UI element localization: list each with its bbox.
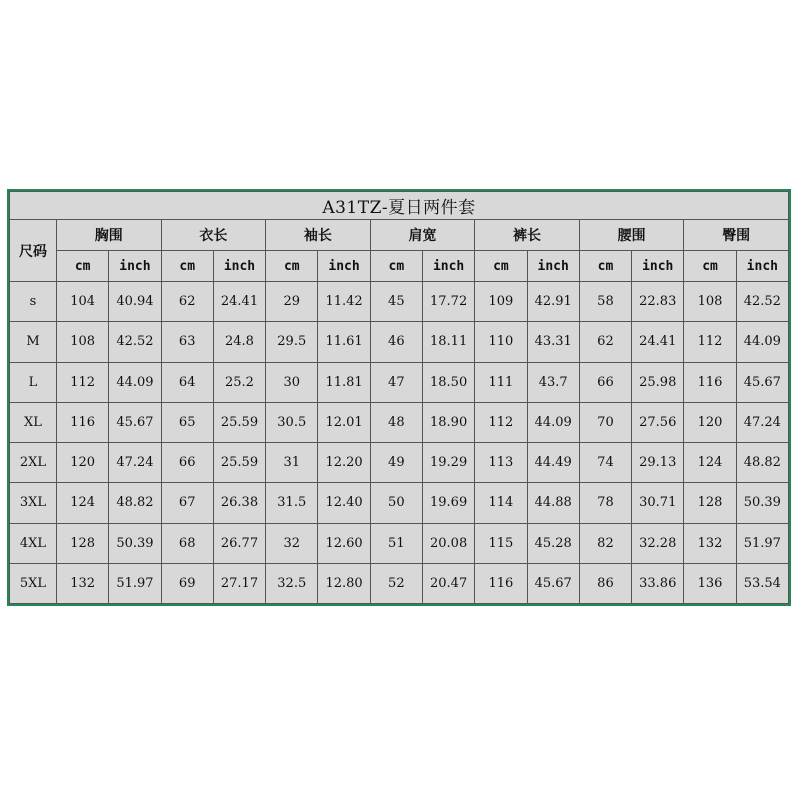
inch-value-cell: 47.24	[736, 402, 788, 442]
inch-value-cell: 30.71	[632, 483, 684, 523]
inch-value-cell: 47.24	[109, 443, 161, 483]
cm-value-cell: 46	[370, 322, 422, 362]
cm-value-cell: 52	[370, 563, 422, 603]
unit-header-cm: cm	[370, 251, 422, 282]
inch-value-cell: 27.17	[213, 563, 265, 603]
cm-value-cell: 31.5	[266, 483, 318, 523]
measurement-header: 臀围	[684, 220, 789, 251]
cm-value-cell: 116	[475, 563, 527, 603]
table-row	[10, 402, 789, 442]
unit-header-cm: cm	[266, 251, 318, 282]
cm-value-cell: 86	[579, 563, 631, 603]
cm-value-cell: 113	[475, 443, 527, 483]
cm-value-cell: 109	[475, 282, 527, 322]
inch-value-cell: 18.50	[422, 362, 474, 402]
inch-value-cell: 20.47	[422, 563, 474, 603]
size-label: L	[10, 362, 57, 402]
inch-value-cell: 43.7	[527, 362, 579, 402]
cm-value-cell: 63	[161, 322, 213, 362]
size-label: 3XL	[10, 483, 57, 523]
cm-value-cell: 124	[57, 483, 109, 523]
unit-header-inch: inch	[318, 251, 370, 282]
unit-header-cm: cm	[684, 251, 736, 282]
cm-value-cell: 32.5	[266, 563, 318, 603]
cm-value-cell: 120	[684, 402, 736, 442]
inch-value-cell: 33.86	[632, 563, 684, 603]
inch-value-cell: 12.40	[318, 483, 370, 523]
cm-value-cell: 132	[57, 563, 109, 603]
inch-value-cell: 24.41	[632, 322, 684, 362]
cm-value-cell: 82	[579, 523, 631, 563]
inch-value-cell: 27.56	[632, 402, 684, 442]
cm-value-cell: 62	[161, 282, 213, 322]
inch-value-cell: 51.97	[736, 523, 788, 563]
cm-value-cell: 49	[370, 443, 422, 483]
cm-value-cell: 50	[370, 483, 422, 523]
cm-value-cell: 66	[161, 443, 213, 483]
cm-value-cell: 128	[684, 483, 736, 523]
cm-value-cell: 112	[684, 322, 736, 362]
inch-value-cell: 44.49	[527, 443, 579, 483]
cm-value-cell: 31	[266, 443, 318, 483]
cm-value-cell: 62	[579, 322, 631, 362]
cm-value-cell: 67	[161, 483, 213, 523]
inch-value-cell: 26.77	[213, 523, 265, 563]
inch-value-cell: 42.52	[736, 282, 788, 322]
table-row	[10, 362, 789, 402]
cm-value-cell: 30.5	[266, 402, 318, 442]
cm-value-cell: 110	[475, 322, 527, 362]
inch-value-cell: 11.81	[318, 362, 370, 402]
cm-value-cell: 132	[684, 523, 736, 563]
cm-value-cell: 47	[370, 362, 422, 402]
cm-value-cell: 108	[684, 282, 736, 322]
size-column-header: 尺码	[10, 220, 57, 282]
table-row	[10, 282, 789, 322]
cm-value-cell: 30	[266, 362, 318, 402]
inch-value-cell: 12.80	[318, 563, 370, 603]
inch-value-cell: 44.09	[736, 322, 788, 362]
cm-value-cell: 69	[161, 563, 213, 603]
size-label: M	[10, 322, 57, 362]
inch-value-cell: 24.8	[213, 322, 265, 362]
inch-value-cell: 12.20	[318, 443, 370, 483]
inch-value-cell: 18.90	[422, 402, 474, 442]
size-label: 5XL	[10, 563, 57, 603]
table-row	[10, 443, 789, 483]
cm-value-cell: 66	[579, 362, 631, 402]
inch-value-cell: 25.98	[632, 362, 684, 402]
inch-value-cell: 19.69	[422, 483, 474, 523]
unit-header-inch: inch	[736, 251, 788, 282]
cm-value-cell: 48	[370, 402, 422, 442]
cm-value-cell: 78	[579, 483, 631, 523]
cm-value-cell: 65	[161, 402, 213, 442]
cm-value-cell: 108	[57, 322, 109, 362]
inch-value-cell: 44.09	[527, 402, 579, 442]
unit-header-inch: inch	[632, 251, 684, 282]
cm-value-cell: 45	[370, 282, 422, 322]
inch-value-cell: 44.88	[527, 483, 579, 523]
inch-value-cell: 42.91	[527, 282, 579, 322]
measurement-header: 裤长	[475, 220, 580, 251]
inch-value-cell: 44.09	[109, 362, 161, 402]
measurement-header: 胸围	[57, 220, 162, 251]
inch-value-cell: 12.60	[318, 523, 370, 563]
inch-value-cell: 45.67	[736, 362, 788, 402]
cm-value-cell: 58	[579, 282, 631, 322]
cm-value-cell: 114	[475, 483, 527, 523]
cm-value-cell: 70	[579, 402, 631, 442]
table-row	[10, 322, 789, 362]
inch-value-cell: 17.72	[422, 282, 474, 322]
cm-value-cell: 112	[57, 362, 109, 402]
inch-value-cell: 45.28	[527, 523, 579, 563]
inch-value-cell: 48.82	[109, 483, 161, 523]
inch-value-cell: 25.59	[213, 402, 265, 442]
inch-value-cell: 45.67	[527, 563, 579, 603]
inch-value-cell: 25.2	[213, 362, 265, 402]
table-row	[10, 523, 789, 563]
inch-value-cell: 50.39	[109, 523, 161, 563]
cm-value-cell: 51	[370, 523, 422, 563]
inch-value-cell: 11.61	[318, 322, 370, 362]
measurement-header: 肩宽	[370, 220, 475, 251]
cm-value-cell: 111	[475, 362, 527, 402]
measurement-header: 袖长	[266, 220, 371, 251]
unit-header-cm: cm	[161, 251, 213, 282]
size-chart-table	[9, 191, 789, 604]
cm-value-cell: 120	[57, 443, 109, 483]
table-row	[10, 483, 789, 523]
inch-value-cell: 42.52	[109, 322, 161, 362]
inch-value-cell: 18.11	[422, 322, 474, 362]
measurement-header: 腰围	[579, 220, 684, 251]
unit-header-cm: cm	[57, 251, 109, 282]
cm-value-cell: 104	[57, 282, 109, 322]
inch-value-cell: 20.08	[422, 523, 474, 563]
cm-value-cell: 32	[266, 523, 318, 563]
measurement-header: 衣长	[161, 220, 266, 251]
cm-value-cell: 64	[161, 362, 213, 402]
inch-value-cell: 50.39	[736, 483, 788, 523]
size-chart-frame	[7, 189, 791, 606]
size-label: XL	[10, 402, 57, 442]
cm-value-cell: 116	[57, 402, 109, 442]
inch-value-cell: 43.31	[527, 322, 579, 362]
inch-value-cell: 29.13	[632, 443, 684, 483]
cm-value-cell: 116	[684, 362, 736, 402]
unit-header-inch: inch	[527, 251, 579, 282]
size-label: s	[10, 282, 57, 322]
size-label: 4XL	[10, 523, 57, 563]
cm-value-cell: 74	[579, 443, 631, 483]
cm-value-cell: 128	[57, 523, 109, 563]
unit-header-inch: inch	[213, 251, 265, 282]
size-label: 2XL	[10, 443, 57, 483]
unit-header-cm: cm	[579, 251, 631, 282]
inch-value-cell: 19.29	[422, 443, 474, 483]
inch-value-cell: 24.41	[213, 282, 265, 322]
inch-value-cell: 40.94	[109, 282, 161, 322]
inch-value-cell: 53.54	[736, 563, 788, 603]
unit-header-cm: cm	[475, 251, 527, 282]
cm-value-cell: 68	[161, 523, 213, 563]
inch-value-cell: 48.82	[736, 443, 788, 483]
inch-value-cell: 25.59	[213, 443, 265, 483]
unit-header-inch: inch	[109, 251, 161, 282]
inch-value-cell: 32.28	[632, 523, 684, 563]
cm-value-cell: 136	[684, 563, 736, 603]
table-row	[10, 563, 789, 603]
inch-value-cell: 11.42	[318, 282, 370, 322]
inch-value-cell: 51.97	[109, 563, 161, 603]
inch-value-cell: 22.83	[632, 282, 684, 322]
cm-value-cell: 112	[475, 402, 527, 442]
cm-value-cell: 29	[266, 282, 318, 322]
inch-value-cell: 45.67	[109, 402, 161, 442]
cm-value-cell: 124	[684, 443, 736, 483]
cm-value-cell: 29.5	[266, 322, 318, 362]
unit-header-inch: inch	[422, 251, 474, 282]
chart-title: A31TZ-夏日两件套	[10, 192, 789, 220]
cm-value-cell: 115	[475, 523, 527, 563]
inch-value-cell: 12.01	[318, 402, 370, 442]
inch-value-cell: 26.38	[213, 483, 265, 523]
